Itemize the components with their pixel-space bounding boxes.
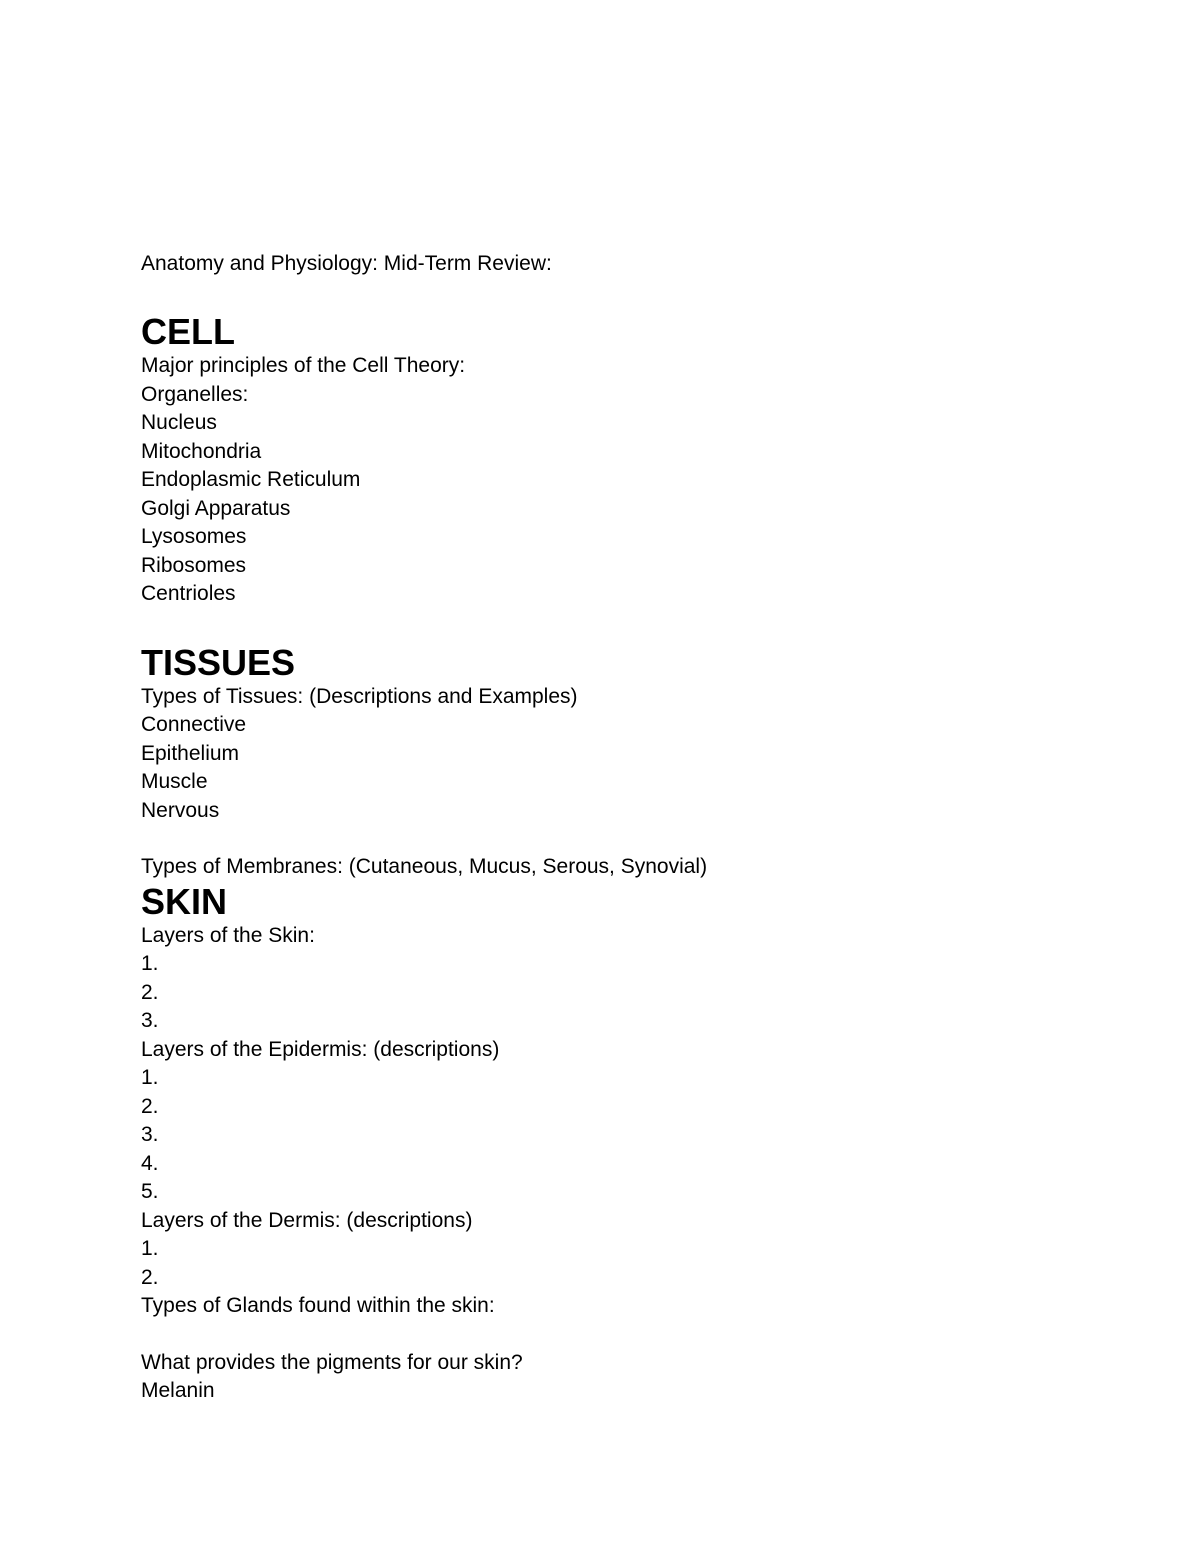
cell-theory-line: Major principles of the Cell Theory:: [141, 354, 466, 377]
skin-layer-item: 1.: [141, 952, 159, 975]
skin-layers-label: Layers of the Skin:: [141, 923, 315, 947]
pigment-answer: Melanin: [141, 1379, 215, 1402]
organelle-item: Endoplasmic Reticulum: [141, 468, 361, 491]
organelle-item: Centrioles: [141, 582, 236, 605]
organelles-label: Organelles:: [141, 382, 249, 406]
document-title: Anatomy and Physiology: Mid-Term Review:: [141, 252, 552, 275]
tissue-item: Connective: [141, 713, 247, 736]
pigment-question: What provides the pigments for our skin?: [141, 1350, 523, 1374]
epidermis-layer-item: 4.: [141, 1151, 159, 1175]
dermis-layer-item: 2.: [141, 1265, 159, 1289]
glands-line: Types of Glands found within the skin:: [141, 1294, 495, 1317]
epidermis-label: Layers of the Epidermis: (descriptions): [141, 1037, 500, 1061]
epidermis-layer-item: 5.: [141, 1180, 159, 1203]
tissue-item: Nervous: [141, 798, 220, 822]
tissue-item: Epithelium: [141, 741, 240, 765]
section-heading-tissues: TISSUES: [141, 641, 296, 683]
organelle-item: Lysosomes: [141, 525, 247, 548]
section-heading-cell: CELL: [141, 311, 235, 352]
tissue-types-label: Types of Tissues: (Descriptions and Examples): [141, 684, 578, 708]
epidermis-layer-item: 1.: [141, 1066, 159, 1089]
organelle-item: Nucleus: [141, 411, 217, 434]
organelle-item: Ribosomes: [141, 553, 247, 577]
tissue-item: Muscle: [141, 770, 208, 793]
epidermis-layer-item: 2.: [141, 1094, 159, 1118]
epidermis-layer-item: 3.: [141, 1123, 159, 1146]
dermis-layer-item: 1.: [141, 1237, 159, 1260]
membranes-line: Types of Membranes: (Cutaneous, Mucus, Serous, Synovial): [141, 855, 708, 878]
skin-layer-item: 3.: [141, 1009, 159, 1032]
skin-layer-item: 2.: [141, 980, 159, 1004]
organelle-item: Golgi Apparatus: [141, 496, 291, 520]
dermis-label: Layers of the Dermis: (descriptions): [141, 1208, 473, 1232]
document-page: [141, 250, 1141, 1406]
organelle-item: Mitochondria: [141, 439, 262, 463]
section-heading-skin: SKIN: [141, 880, 228, 922]
